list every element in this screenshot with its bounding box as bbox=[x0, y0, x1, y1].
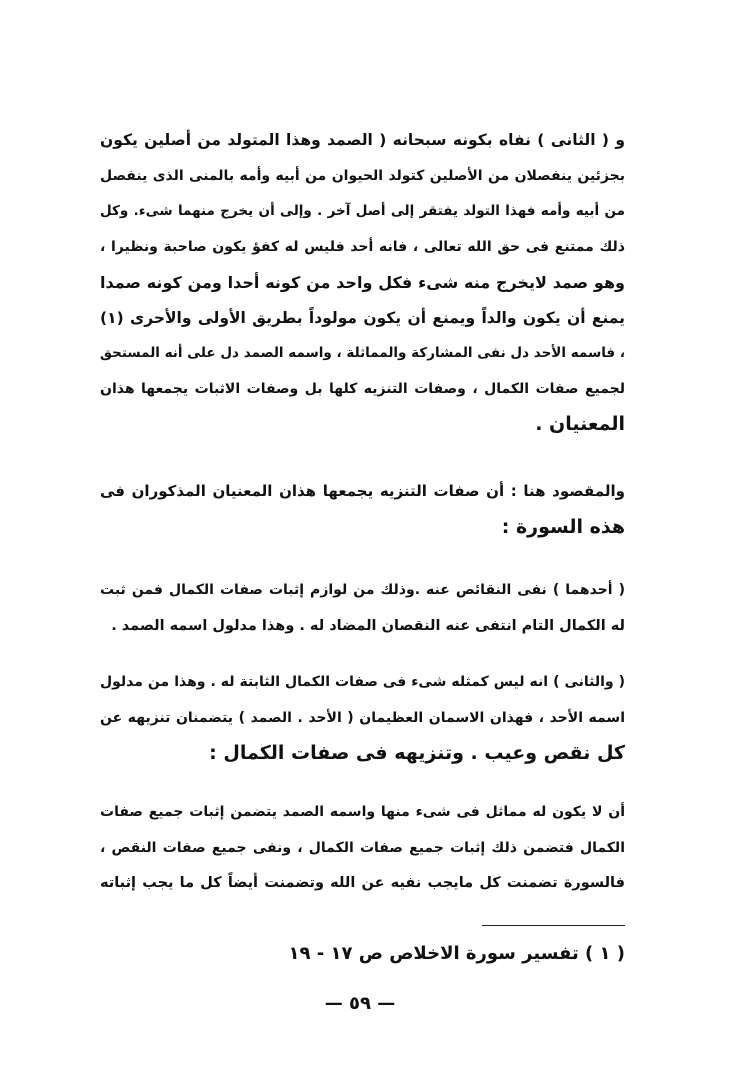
paragraph-4 bbox=[100, 665, 625, 772]
footnote-divider bbox=[482, 925, 625, 926]
footnote: ( ١ ) تفسير سورة الاخلاص ص ١٧ - ١٩ bbox=[288, 943, 625, 964]
text-line: من أبيه وأمه فهذا التولد يفتقر إلى أصل آخر . وإلى أن يخرج منهما شىء. وكل bbox=[100, 203, 625, 219]
text-line: فالسورة تضمنت كل مايجب نفيه عن الله وتضمنت أيضاً كل ما يجب إثباته bbox=[100, 875, 625, 891]
paragraph-3 bbox=[100, 573, 625, 644]
paragraph-2 bbox=[100, 474, 625, 545]
paragraph-5 bbox=[100, 795, 625, 902]
text-line: بجزئين ينفصلان من الأصلين كتولد الحيوان من أبيه وأمه بالمنى الذى ينفصل bbox=[100, 167, 625, 184]
paragraph-1 bbox=[100, 123, 625, 443]
text-line: الكمال فتضمن ذلك إثبات جميع صفات الكمال ، ونفى جميع صفات النقص ، bbox=[100, 839, 625, 856]
text-line: المعنيان . bbox=[535, 413, 625, 435]
page-number: — ٥٩ — bbox=[324, 993, 396, 1014]
text-line: ( والثانى ) انه ليس كمثله شىء فى صفات الكمال الثابتة له . وهذا من مدلول bbox=[100, 674, 625, 690]
text-line: هذه السورة : bbox=[501, 515, 625, 538]
text-line: ( أحدهما ) نفى النقائص عنه .وذلك من لوازم إثبات صفات الكمال فمن ثبت bbox=[100, 582, 625, 598]
text-line: و ( الثانى ) نفاه بكونه سبحانه ( الصمد وهذا المتولد من أصلين يكون bbox=[100, 131, 625, 149]
text-line: له الكمال التام انتفى عنه النقصان المضاد له . وهذا مدلول اسمه الصمد . bbox=[111, 617, 625, 634]
text-line: لجميع صفات الكمال ، وصفات التنزيه كلها بل وصفات الاثبات يجمعها هذان bbox=[100, 380, 625, 397]
text-line: يمنع أن يكون والداً ويمنع أن يكون مولوداً بطريق الأولى والأحرى (١) bbox=[100, 308, 625, 327]
text-line: والمقصود هنا : أن صفات التنزيه يجمعها هذان المعنيان المذكوران فى bbox=[100, 482, 625, 500]
text-line: كل نقص وعيب . وتنزيهه فى صفات الكمال : bbox=[209, 742, 625, 764]
text-line: وهو صمد لايخرج منه شىء فكل واحد من كونه أحدا ومن كونه صمدا bbox=[100, 273, 625, 292]
text-line: ، فاسمه الأحد دل نفى المشاركة والمماثلة ، واسمه الصمد دل على أنه المستحق bbox=[100, 345, 625, 361]
text-line: أن لا يكون له مماثل فى شىء منها واسمه الصمد يتضمن إثبات جميع صفات bbox=[100, 804, 625, 820]
text-line: اسمه الأحد ، فهذان الاسمان العظيمان ( الأحد . الصمد ) يتضمنان تنزيهه عن bbox=[100, 709, 625, 726]
text-line: ذلك ممتنع فى حق الله تعالى ، فانه أحد فليس له كفؤ يكون صاحبة ونظيرا ، bbox=[100, 238, 625, 255]
